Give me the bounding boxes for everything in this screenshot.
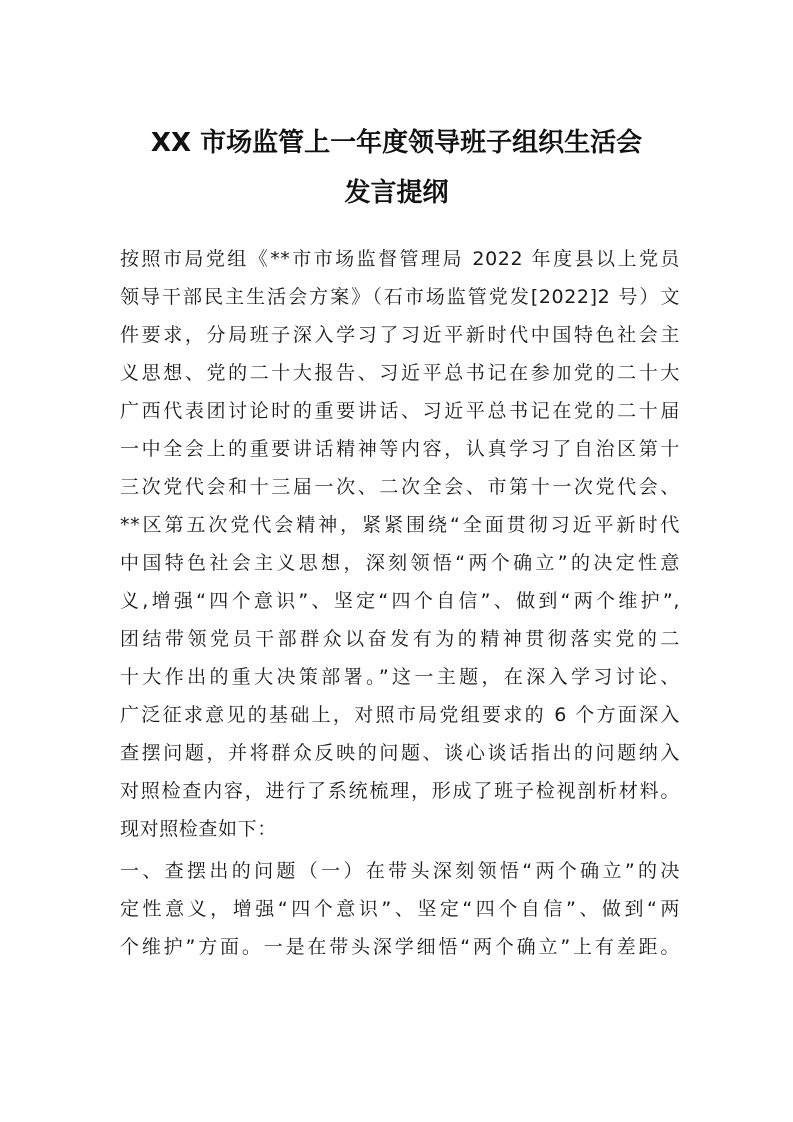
text-line: 义,增强“四个意识”、坚定“四个自信”、做到“两个维护”, [120,590,680,612]
text-line: 一、查摆出的问题（一）在带头深刻领悟“两个确立”的决 [120,860,680,882]
title-line-1: XX 市场监管上一年度领导班子组织生活会 [150,128,643,158]
text-line: 领导干部民主生活会方案》（石市场监管党发[2022]2 号）文 [120,286,680,308]
text-line: 中国特色社会主义思想，深刻领悟“两个确立”的决定性意 [120,552,680,574]
text-line: 查摆问题，并将群众反映的问题、谈心谈话指出的问题纳入 [120,742,680,764]
text-line: 现对照检查如下： [120,818,277,840]
title-line-2: 发言提纲 [344,178,449,208]
text-line: 件要求，分局班子深入学习了习近平新时代中国特色社会主 [120,324,680,346]
text-line: 十大作出的重大决策部署。”这一主题，在深入学习讨论、 [120,666,680,688]
paragraph-intro [120,240,680,848]
text-line: 对照检查内容，进行了系统梳理，形成了班子检视剖析材料。 [120,780,680,802]
text-line: 广泛征求意见的基础上，对照市局党组要求的 6 个方面深入 [120,704,680,726]
text-line: 三次党代会和十三届一次、二次全会、市第十一次党代会、 [120,476,680,498]
text-line: 义思想、党的二十大报告、习近平总书记在参加党的二十大 [120,362,680,384]
document-title [90,118,703,218]
document-body [120,240,680,966]
text-line: **区第五次党代会精神，紧紧围绕“全面贯彻习近平新时代 [120,514,680,536]
text-line: 个维护”方面。一是在带头深学细悟“两个确立”上有差距。 [120,936,680,958]
text-line: 按照市局党组《**市市场监督管理局 2022 年度县以上党员 [120,248,680,270]
text-line: 广西代表团讨论时的重要讲话、习近平总书记在党的二十届 [120,400,680,422]
text-line: 一中全会上的重要讲话精神等内容，认真学习了自治区第十 [120,438,680,460]
text-line: 定性意义，增强“四个意识”、坚定“四个自信”、做到“两 [120,898,680,920]
text-line: 团结带领党员干部群众以奋发有为的精神贯彻落实党的二 [120,628,680,650]
paragraph-problems [120,852,680,966]
